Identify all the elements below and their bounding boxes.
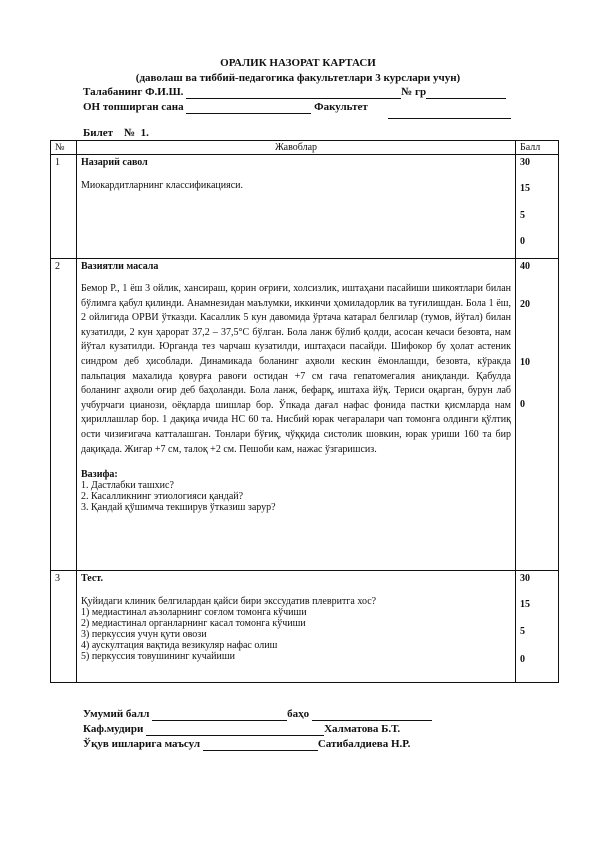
table-row: [51, 571, 559, 683]
test-option: 2) медиастинал органларнинг касал томонга кўчиши: [81, 618, 306, 629]
score-value: 15: [520, 599, 530, 610]
score-value: 30: [520, 157, 530, 168]
row-number: 1: [51, 155, 77, 259]
score-value: 10: [520, 357, 530, 368]
student-label: Талабанинг Ф.И.Ш.: [83, 86, 184, 98]
responsible-line: [83, 738, 410, 751]
table-header-row: [51, 141, 559, 155]
row-number: 3: [51, 571, 77, 683]
score-cell: [516, 259, 559, 571]
score-value: 5: [520, 210, 525, 221]
row-number: 2: [51, 259, 77, 571]
test-option: 4) аускултация вақтида везикуляр нафас олиш: [81, 640, 278, 651]
table-row: [51, 155, 559, 259]
responsible-signature-field[interactable]: [203, 738, 318, 751]
date-line: [83, 101, 368, 114]
grade-label: баҳо: [287, 708, 310, 720]
question-text: Қуйидаги клиник белгилардан қайси бири экссудатив плевритга хос?: [81, 596, 377, 607]
task-title: Вазифа:: [81, 469, 118, 481]
group-field[interactable]: [426, 86, 506, 99]
head-line: [83, 723, 400, 736]
question-title: Назарий савол: [81, 157, 148, 168]
date-label: ОН топширган сана: [83, 101, 184, 113]
faculty-line: [388, 106, 511, 119]
student-name-field[interactable]: [186, 86, 401, 99]
table-row: [51, 259, 559, 571]
head-label: Каф.мудири: [83, 723, 144, 735]
test-option: 3) перкуссия учун қути овози: [81, 629, 207, 640]
col-score-header: Балл: [516, 141, 559, 155]
page-title: ОРАЛИК НАЗОРАТ КАРТАСИ: [220, 57, 376, 69]
task-item: 3. Қандай қўшимча текширув ўтказиш зарур?: [81, 502, 276, 514]
task-item: 1. Дастлабки ташхис?: [81, 480, 174, 492]
score-value: 20: [520, 299, 530, 310]
faculty-label: Факультет: [314, 101, 368, 113]
ticket-label: Билет: [83, 127, 114, 139]
score-value: 0: [520, 236, 525, 247]
score-value: 40: [520, 261, 530, 272]
date-field[interactable]: [186, 101, 311, 114]
question-cell: [77, 571, 516, 683]
ticket-number: 1.: [140, 127, 149, 139]
total-field[interactable]: [152, 708, 287, 721]
score-cell: [516, 155, 559, 259]
case-text: Бемор Р., 1 ёш 3 ойлик, хансираш, қорин оғриғи, холсизлик, иштаҳани пасайиши шикоятлари билан бўлимга қабул қилинди. Анамнезидан маълумки, иккинчи ҳомиладорлик ва туғилишдан. Бола 1 ёш, 2 ойлигида ОРВИ ўтказди. Касаллик 5 кун давомида ўртача катарал белгилар (тумов, йўтал) билан кузатилди, 2 кун ҳарорат 37,2 – 37,5°С бўлган. Бола ланж бўлиб қолди, асосан кечаси безовта, нам йўтал кузатилди. Юрганда тез чарчаш кузатилди, иштаҳаси пасайди. Шифокор бу ҳолат астеник синдром деб ҳисоблади. Динамикада боланинг аҳволи кескин ёмонлашди, безовта, кўракда пальпация махалида қовурға равоғи остидан +7 см гача гепатомегалия аниқланди. Қабулда боланинг аҳволи оғир деб баҳоланди. Бола ланж, бефарқ, иштаха йўқ. Териси оқарган, бурун лаб учбурчаги цианози, оёқларда шишлар бор. Ўпкада дағал нафас фонида пастки қисмларда нам ҳириллашлар бор. 1 дақиқа ичида НС 60 та. Нисбий юрак чегаралари чап томонга олдинги қўлтиқ ости чизиғигача катталашган. Тонлари бўғиқ, чўққида систолик шовкин, юрак уриши 160 та бир дақиқада. Жигар +7 см, талоқ +2 см. Пешоби кам, нажас ўзгаришсиз.: [81, 283, 511, 455]
responsible-name: Сатибалдиева Н.Р.: [317, 738, 411, 750]
col-answers-header: Жавоблар: [77, 141, 516, 155]
col-no-header: №: [51, 141, 77, 155]
grade-field[interactable]: [312, 708, 432, 721]
question-cell: [77, 259, 516, 571]
score-value: 0: [520, 654, 525, 665]
answers-table: [50, 140, 559, 683]
score-value: 0: [520, 399, 525, 410]
total-label: Умумий балл: [83, 708, 150, 720]
score-value: 15: [520, 183, 530, 194]
test-option: 1) медиастинал аъзоларнинг соғлом томонга кўчиши: [81, 607, 307, 618]
student-line: [83, 86, 506, 99]
question-text: Миокардитларнинг классификацияси.: [81, 180, 243, 191]
head-signature-field[interactable]: [146, 723, 324, 736]
ticket-no-label: №: [124, 127, 136, 139]
score-value: 30: [520, 573, 530, 584]
question-title: Вазиятли масала: [81, 261, 159, 272]
total-line: [83, 708, 432, 721]
score-cell: [516, 571, 559, 683]
page-subtitle: (даволаш ва тиббий-педагогика факультетлари 3 курслари учун): [135, 72, 461, 84]
test-option: 5) перкуссия товушининг кучайиши: [81, 651, 235, 662]
faculty-field[interactable]: [388, 106, 511, 119]
group-label: № гр: [401, 86, 427, 98]
score-value: 5: [520, 626, 525, 637]
question-cell: [77, 155, 516, 259]
head-name: Халматова Б.Т.: [324, 723, 401, 735]
question-title: Тест.: [81, 573, 103, 584]
responsible-label: Ўқув ишларига маъсул: [83, 738, 201, 750]
task-item: 2. Касалликнинг этиологияси қандай?: [81, 491, 244, 503]
ticket-line: [83, 127, 149, 139]
